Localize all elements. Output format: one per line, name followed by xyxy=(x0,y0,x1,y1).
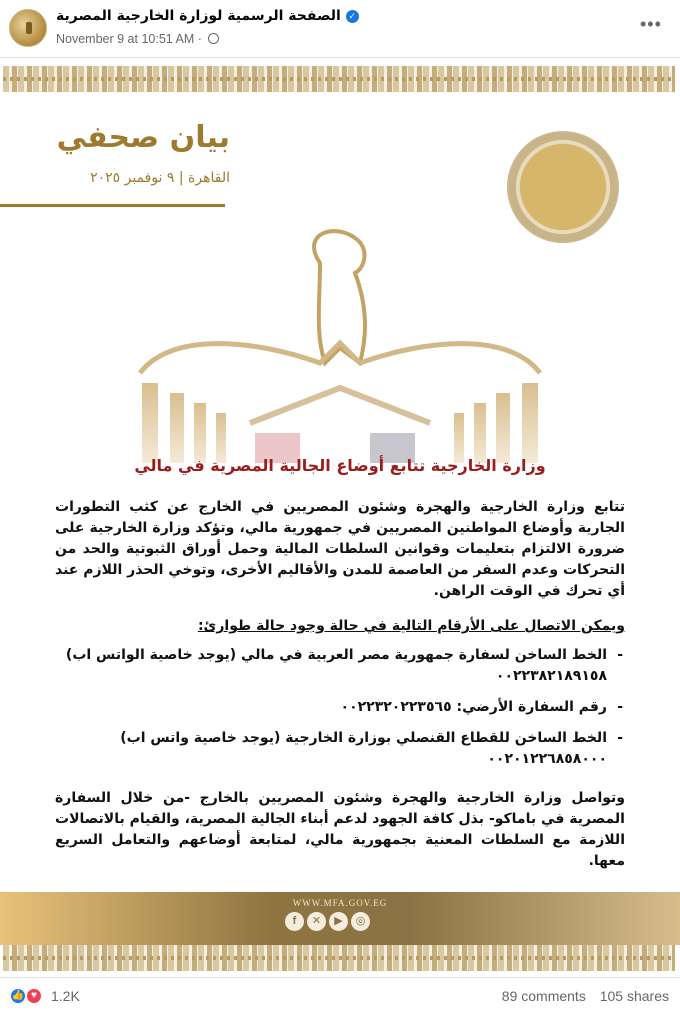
statement-headline: وزارة الخارجية تتابع أوضاع الجالية المصرية في مالي xyxy=(134,456,546,475)
meta-separator: · xyxy=(197,32,202,46)
emergency-contacts-list xyxy=(55,645,625,770)
contact-label: الخط الساخن لسفارة جمهورية مصر العربية في مالي (يوجد خاصية الواتس اب) xyxy=(65,647,607,663)
website-text: WWW.MFA.GOV.EG xyxy=(292,898,388,908)
facebook-icon: f xyxy=(285,912,304,931)
page-name-link[interactable]: الصفحة الرسمية لوزارة الخارجية المصرية xyxy=(56,8,341,24)
reaction-count[interactable]: 1.2K xyxy=(51,988,80,1004)
statement-paragraph-2: وتواصل وزارة الخارجية والهجرة وشئون المصريين بالخارج -من خلال السفارة المصرية في باماكو- بذل كافة الجهود لدعم أبناء الجالية المصرية، والقيام بالاتصالات اللازمة مع السلطات المعنية بجمهورية مالي، لمتابعة أوضاعهم والتعامل السريع معها. xyxy=(55,790,625,869)
post-header xyxy=(0,0,680,57)
verified-badge-icon: ✓ xyxy=(346,10,359,23)
shares-count-link[interactable]: 105 shares xyxy=(599,988,669,1004)
post-image[interactable] xyxy=(0,57,680,978)
comments-count-link[interactable]: 89 comments xyxy=(501,988,586,1004)
image-top-area xyxy=(0,58,680,453)
contact-item xyxy=(55,697,625,718)
instagram-icon: ◎ xyxy=(351,912,370,931)
social-icons xyxy=(285,912,370,931)
youtube-icon: ▶ xyxy=(329,912,348,931)
reactions-bar xyxy=(0,978,680,1012)
bottom-ornament-border xyxy=(3,945,675,971)
statement-content xyxy=(0,455,680,892)
contact-label: رقم السفارة الأرضي: xyxy=(456,699,607,715)
page-avatar[interactable] xyxy=(9,9,47,47)
top-ornament-border xyxy=(3,66,675,92)
contact-intro: ويمكن الاتصال على الأرقام التالية في حالة وجود حالة طوارئ: xyxy=(197,618,625,634)
more-options-icon[interactable]: ••• xyxy=(640,14,662,34)
contact-label: الخط الساخن للقطاع القنصلي بوزارة الخارجية (يوجد خاصية واتس اب) xyxy=(120,730,607,746)
love-reaction-icon[interactable]: ♥ xyxy=(25,987,43,1005)
contact-number: ٠٠٢٢٣٢٠٢٢٣٥٦٥ xyxy=(340,699,452,715)
title-rule xyxy=(0,204,225,207)
statement-paragraph-1: تتابع وزارة الخارجية والهجرة وشئون المصريين في الخارج عن كثب التطورات الجارية وأوضاع المواطنين المصريين في جمهورية مالي، وتؤكد وزارة الخارجية على ضرورة الالتزام بتعليمات وقوانين السلطات المالية وحمل أوراق الثبوتية والحد من التحركات وعدم السفر من العاصمة للمدن والأقاليم الأخرى، وتوخي الحذر اللازم عند أي تحرك في الوقت الراهن. xyxy=(55,499,625,599)
like-reaction-icon[interactable]: 👍 xyxy=(9,987,27,1005)
eagle-emblem xyxy=(130,223,550,463)
contact-number: ٠٠٢٢٣٨٢١٨٩١٥٨ xyxy=(495,668,607,684)
contact-item xyxy=(55,728,625,770)
contact-number: ٠٠٢٠١٢٢٦٨٥٨٠٠٠ xyxy=(487,751,607,767)
contact-item xyxy=(55,645,625,687)
statement-date: القاهرة | ٩ نوفمبر ٢٠٢٥ xyxy=(90,170,230,186)
image-footer-band xyxy=(0,892,680,945)
statement-title: بيان صحفي xyxy=(56,120,230,155)
x-icon: ✕ xyxy=(307,912,326,931)
post-meta xyxy=(56,32,219,46)
globe-icon xyxy=(208,33,219,44)
timestamp-link[interactable]: November 9 at 10:51 AM xyxy=(56,32,195,46)
page-name-row xyxy=(56,8,359,24)
